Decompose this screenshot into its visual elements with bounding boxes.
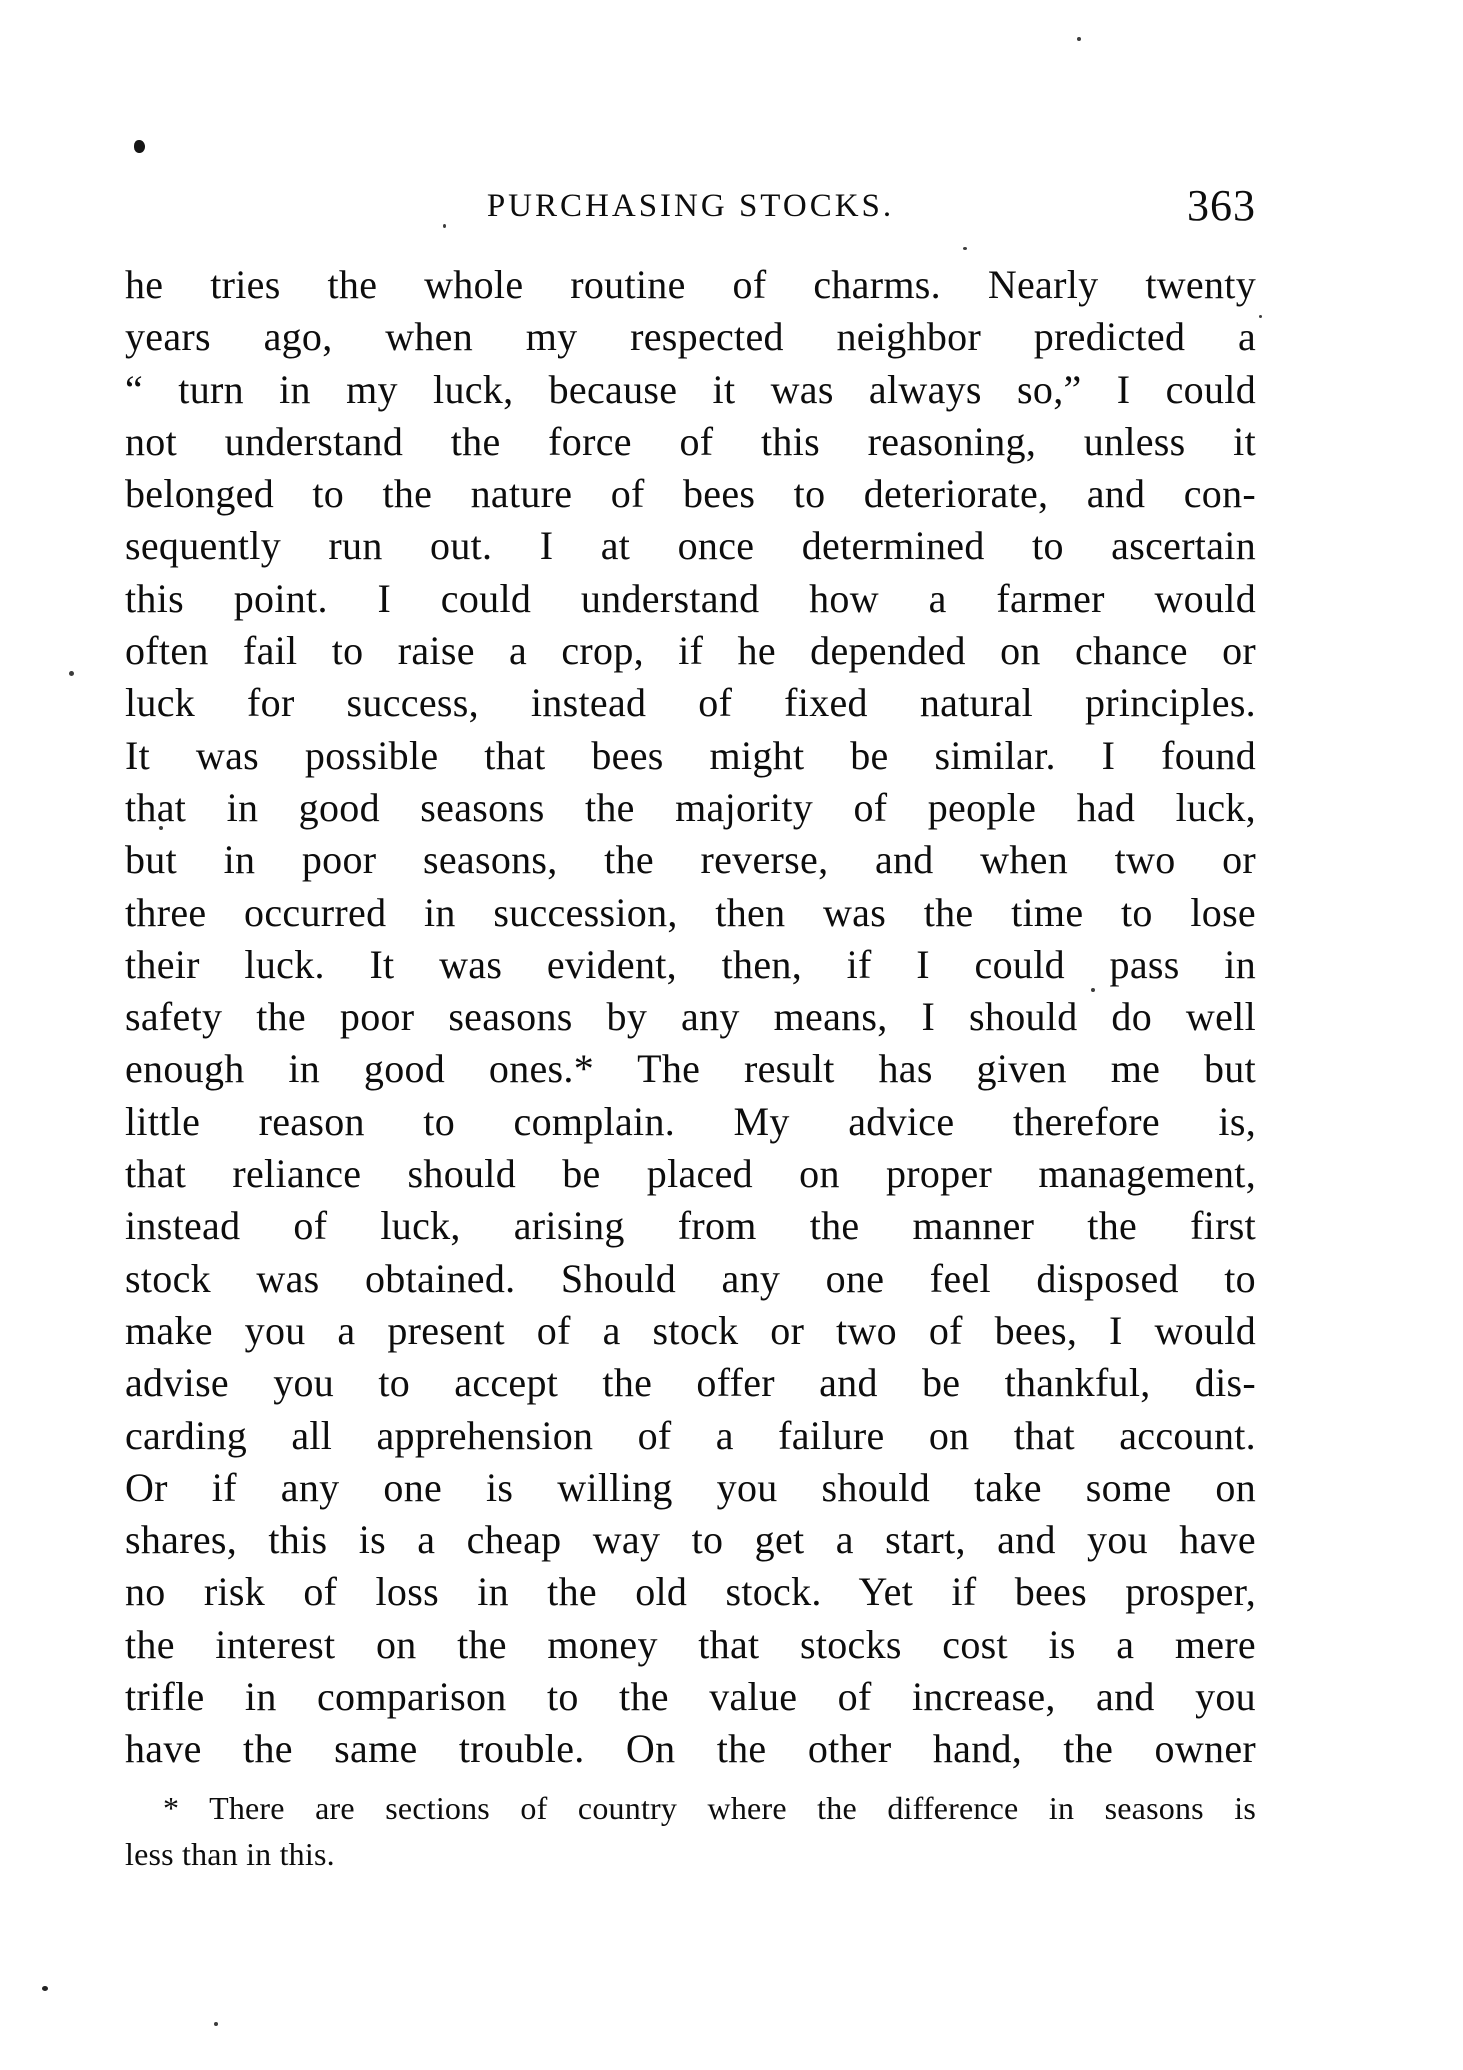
footnote-line: less than in this.	[125, 1836, 335, 1872]
body-paragraph	[125, 259, 1256, 1776]
body-text-line: trifle in comparison to the value of increase, and you	[125, 1674, 1256, 1720]
body-text-line: luck for success, instead of fixed natural principles.	[125, 680, 1256, 726]
body-text-line: Or if any one is willing you should take some on	[125, 1464, 1256, 1510]
body-text-line: three occurred in succession, then was the time to lose	[125, 889, 1256, 935]
body-text-line: shares, this is a cheap way to get a start, and you have	[125, 1517, 1256, 1563]
footnote-line: * There are sections of country where the difference in seasons is	[163, 1790, 1256, 1826]
body-text-line: “ turn in my luck, because it was always so,” I could	[125, 366, 1256, 412]
body-text-line: he tries the whole routine of charms. Nearly twenty	[125, 262, 1256, 307]
body-text-line: stock was obtained. Should any one feel disposed to	[125, 1255, 1256, 1301]
body-text-line: but in poor seasons, the reverse, and when two or	[125, 837, 1256, 883]
body-text-line: that in good seasons the majority of people had luck,	[125, 784, 1256, 830]
body-text-line: this point. I could understand how a farmer would	[125, 575, 1256, 621]
body-text-line: the interest on the money that stocks cost is a mere	[125, 1621, 1256, 1667]
footnote	[125, 1785, 1256, 1877]
body-text-line: have the same trouble. On the other hand, the owner	[125, 1726, 1256, 1772]
body-text-line: advise you to accept the offer and be thankful, dis-	[125, 1360, 1256, 1406]
body-text-line: their luck. It was evident, then, if I could pass in	[125, 941, 1256, 987]
body-text-line: enough in good ones.* The result has given me but	[125, 1046, 1256, 1092]
ink-speck	[42, 1986, 48, 1991]
body-text-line: years ago, when my respected neighbor predicted a	[125, 314, 1256, 360]
text-column	[125, 0, 1256, 2070]
body-text-line: instead of luck, arising from the manner the first	[125, 1203, 1256, 1249]
running-header-title: PURCHASING STOCKS.	[486, 188, 895, 224]
body-text-line: make you a present of a stock or two of bees, I would	[125, 1307, 1256, 1353]
body-text-line: sequently run out. I at once determined to ascertain	[125, 523, 1256, 569]
body-text-line: that reliance should be placed on proper management,	[125, 1151, 1256, 1197]
body-text-line: little reason to complain. My advice therefore is,	[125, 1098, 1256, 1144]
body-text-line: safety the poor seasons by any means, I should do well	[125, 994, 1256, 1040]
body-text-line: carding all apprehension of a failure on that account.	[125, 1412, 1256, 1458]
body-text-line: no risk of loss in the old stock. Yet if bees prosper,	[125, 1569, 1256, 1615]
ink-speck	[1259, 315, 1262, 318]
body-text-line: belonged to the nature of bees to deteriorate, and con-	[125, 471, 1256, 517]
body-text-line: It was possible that bees might be similar. I found	[125, 732, 1256, 778]
ink-speck	[69, 671, 74, 676]
page-number: 363	[1187, 181, 1256, 230]
body-text-line: often fail to raise a crop, if he depended on chance or	[125, 628, 1256, 674]
body-text-line: not understand the force of this reasoning, unless it	[125, 418, 1256, 464]
